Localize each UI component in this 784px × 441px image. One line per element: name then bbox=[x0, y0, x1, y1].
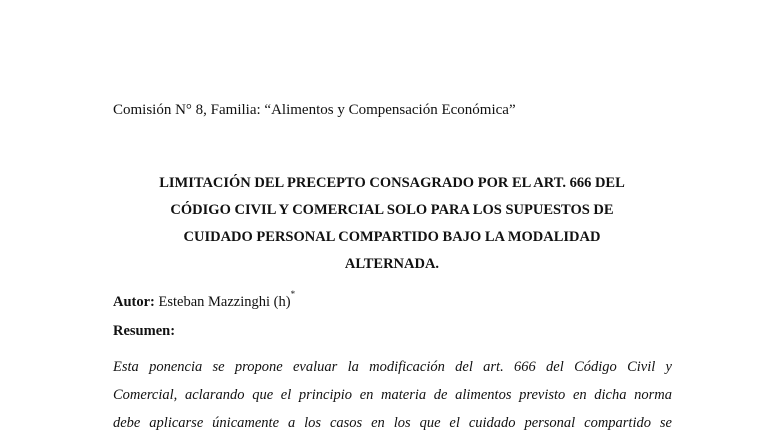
author-name: Esteban Mazzinghi (h) bbox=[158, 293, 291, 310]
author-label: Autor: bbox=[113, 293, 155, 310]
author-line bbox=[113, 287, 295, 312]
commission-line: Comisión N° 8, Familia: “Alimentos y Compensación Económica” bbox=[113, 102, 516, 118]
summary-heading: Resumen: bbox=[113, 323, 176, 339]
title-line: LIMITACIÓN DEL PRECEPTO CONSAGRADO POR EL ART. 666 DEL bbox=[159, 175, 625, 191]
abstract-paragraph bbox=[113, 357, 672, 441]
abstract-line: debe aplicarse únicamente a los casos en los que el cuidado personal compartido se bbox=[113, 415, 672, 431]
document-title bbox=[92, 170, 692, 278]
abstract-line: Comercial, aclarando que el principio en materia de alimentos previsto en dicha norma bbox=[113, 387, 672, 403]
abstract-line: Esta ponencia se propone evaluar la modificación del art. 666 del Código Civil y bbox=[113, 359, 672, 375]
title-line: CUIDADO PERSONAL COMPARTIDO BAJO LA MODALIDAD bbox=[183, 229, 601, 245]
title-line: CÓDIGO CIVIL Y COMERCIAL SOLO PARA LOS SUPUESTOS DE bbox=[170, 202, 614, 218]
footnote-mark: * bbox=[290, 289, 296, 299]
title-line: ALTERNADA. bbox=[344, 256, 440, 272]
